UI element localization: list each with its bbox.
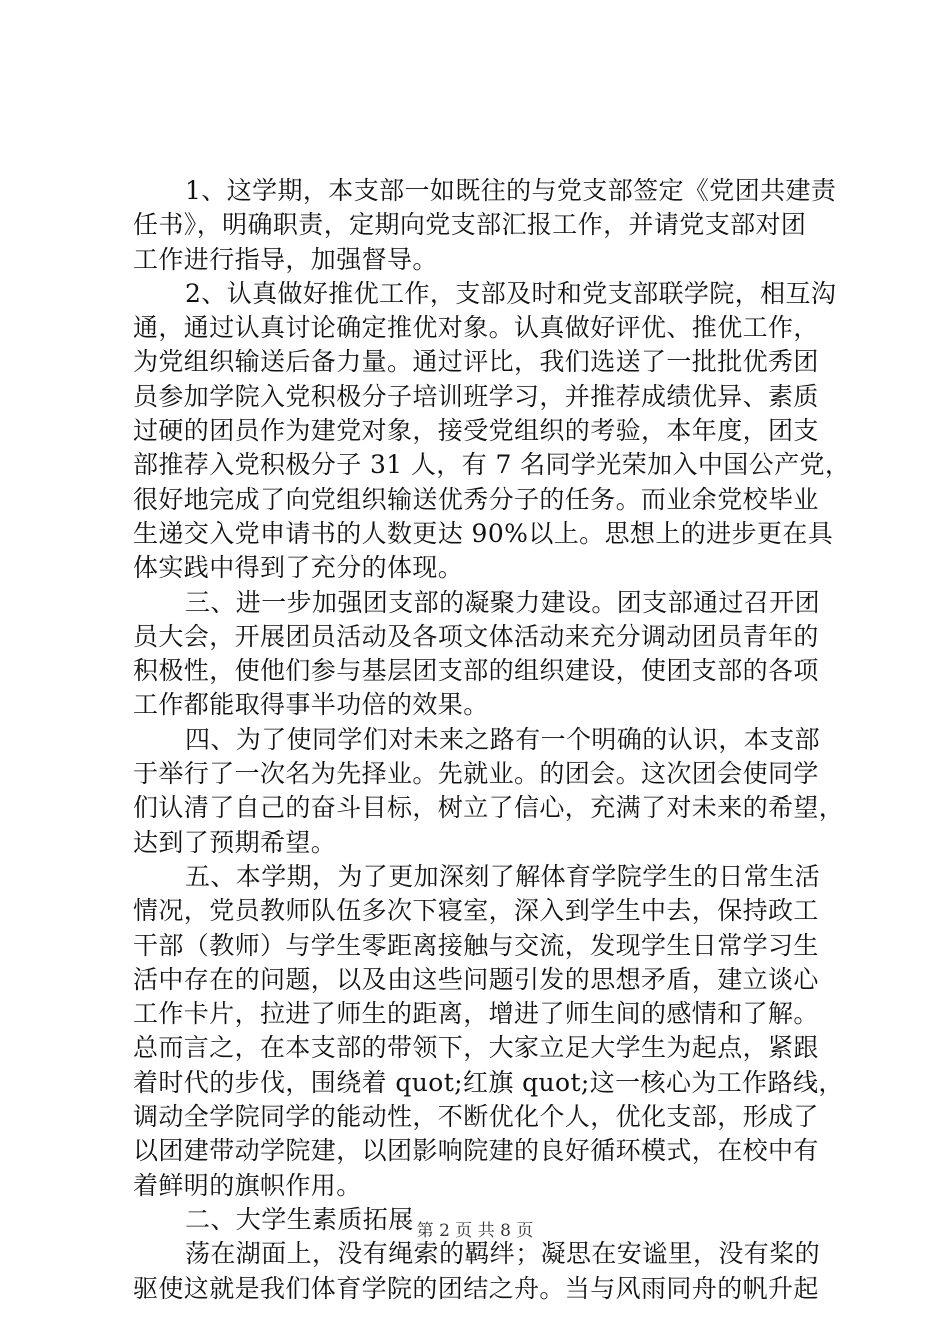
text-line: 1、这学期，本支部一如既往的与党支部签定《党团共建责 [185, 176, 837, 205]
text-line: 部推荐入党积极分子 31 人，有 7 名同学光荣加入中国公产党， [133, 450, 851, 480]
text-line: 以团建带动学院建，以团影响院建的良好循环模式，在校中有 [133, 1136, 819, 1166]
text-line: 三、进一步加强团支部的凝聚力建设。团支部通过召开团 [185, 587, 821, 617]
text-line: 积极性，使他们参与基层团支部的组织建设，使团支部的各项 [133, 656, 819, 686]
document-body [133, 174, 851, 1306]
text-line: 四、为了使同学们对未来之路有一个明确的认识，本支部 [185, 724, 821, 754]
text-line: 工作卡片，拉进了师生的距离，增进了师生间的感情和了解。 [133, 999, 819, 1029]
text-line: 过硬的团员作为建党对象，接受党组织的考验，本年度，团支 [133, 416, 819, 446]
page-footer: 第 2 页 共 8 页 [416, 1221, 534, 1241]
text-line: 于举行了一次名为先择业。先就业。的团会。这次团会使同学 [133, 759, 819, 789]
text-line: 二、大学生素质拓展 [185, 1204, 414, 1234]
text-line: 员大会，开展团员活动及各项文体活动来充分调动团员青年的 [133, 621, 819, 651]
text-line: 活中存在的问题，以及由这些问题引发的思想矛盾，建立谈心 [133, 964, 819, 994]
text-line: 调动全学院同学的能动性，不断优化个人，优化支部，形成了 [133, 1102, 819, 1132]
text-line: 2、认真做好推优工作，支部及时和党支部联学院，相互沟 [185, 278, 837, 308]
text-line: 驱使这就是我们体育学院的团结之舟。当与风雨同舟的帆升起 [133, 1273, 819, 1303]
text-line: 着鲜明的旗帜作用。 [133, 1170, 362, 1200]
text-line: 们认清了自己的奋斗目标，树立了信心，充满了对未来的希望， [133, 793, 845, 823]
text-line: 荡在湖面上，没有绳索的羁绊；凝思在安谧里，没有桨的 [185, 1239, 821, 1269]
text-line: 五、本学期，为了更加深刻了解体育学院学生的日常生活 [185, 861, 821, 891]
text-line: 干部（教师）与学生零距离接触与交流，发现学生日常学习生 [133, 930, 819, 960]
text-line: 为党组织输送后备力量。通过评比，我们选送了一批批优秀团 [133, 347, 819, 377]
text-line: 总而言之，在本支部的带领下，大家立足大学生为起点，紧跟 [133, 1033, 819, 1063]
text-line: 情况，党员教师队伍多次下寝室，深入到学生中去，保持政工 [133, 896, 819, 926]
text-line: 员参加学院入党积极分子培训班学习，并推荐成绩优异、素质 [133, 381, 819, 411]
text-line: 通，通过认真讨论确定推优对象。认真做好评优、推优工作， [133, 313, 819, 343]
text-line: 达到了预期希望。 [133, 827, 337, 857]
text-line: 着时代的步伐，围绕着 quot;红旗 quot;这一核心为工作路线， [133, 1067, 844, 1097]
text-line: 工作进行指导，加强督导。 [133, 244, 438, 274]
text-line: 很好地完成了向党组织输送优秀分子的任务。而业余党校毕业 [133, 484, 819, 514]
text-line: 体实践中得到了充分的体现。 [133, 553, 464, 583]
text-line: 工作都能取得事半功倍的效果。 [133, 690, 489, 720]
text-line: 生递交入党申请书的人数更达 90%以上。思想上的进步更在具 [133, 518, 834, 548]
text-line: 任书》，明确职责，定期向党支部汇报工作，并请党支部对团 [133, 210, 807, 240]
